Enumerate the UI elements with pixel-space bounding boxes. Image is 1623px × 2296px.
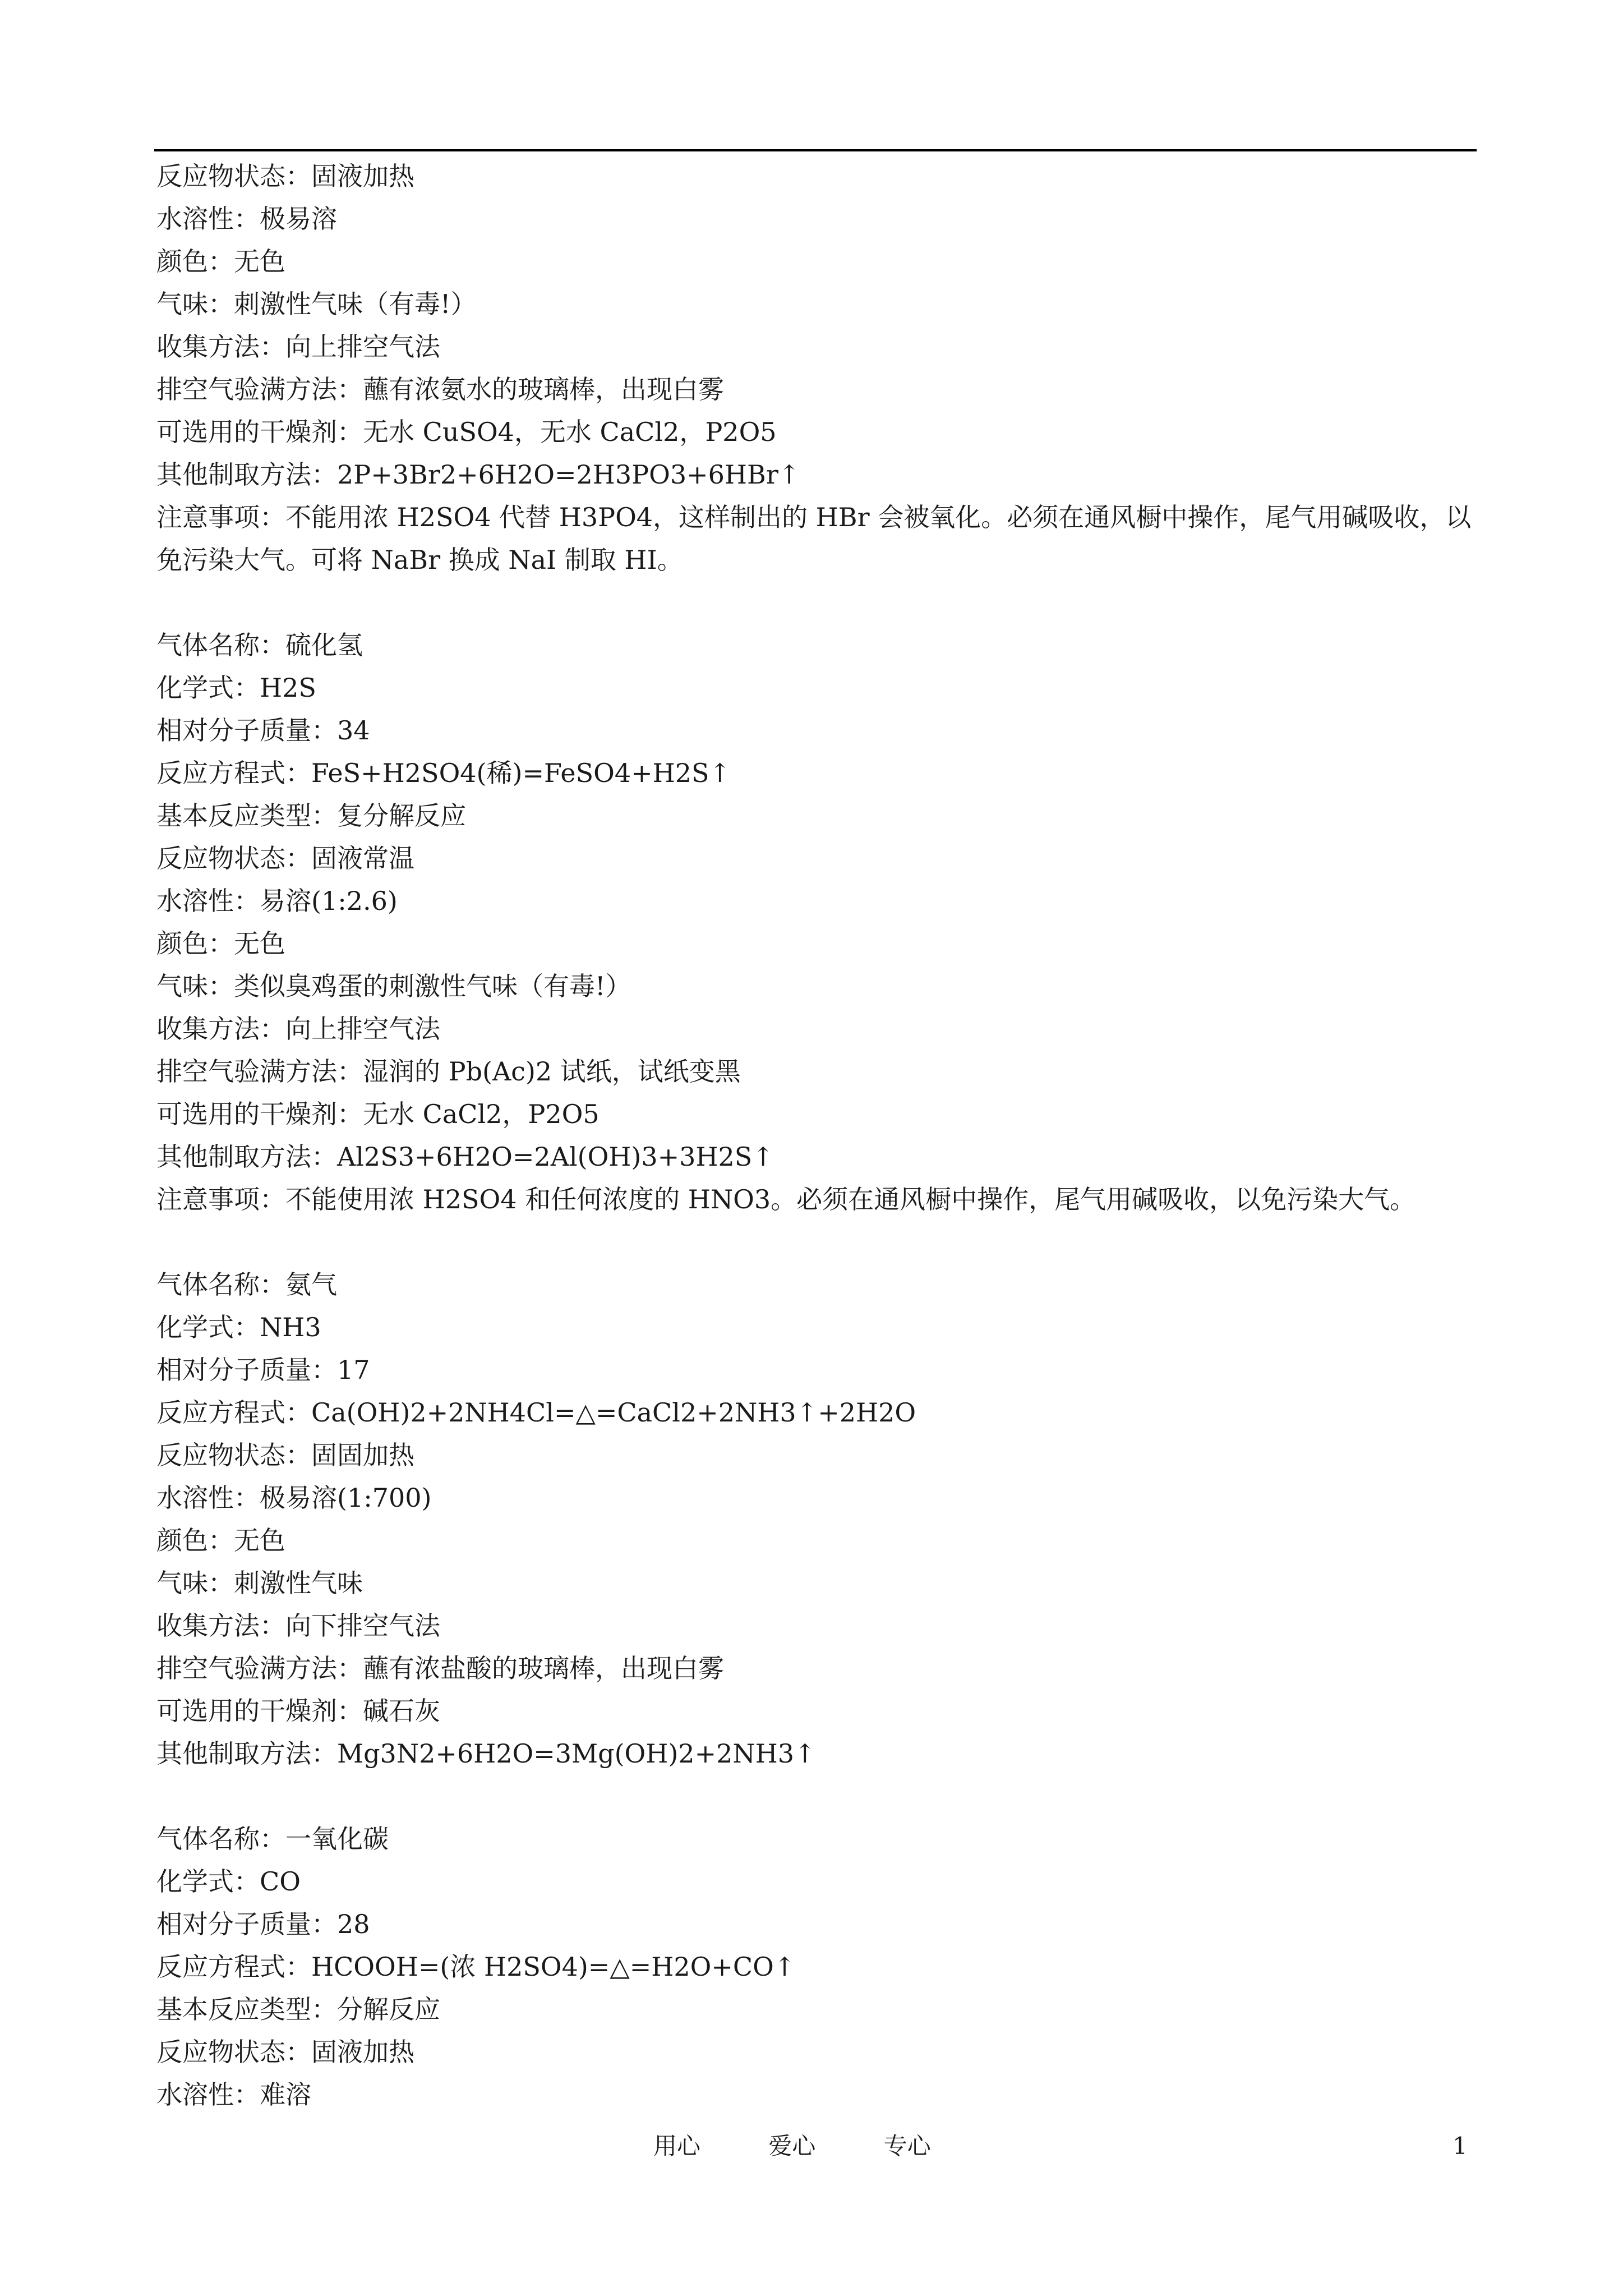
footer-motto-word: 爱心 — [768, 2132, 816, 2160]
text-line: 相对分子质量：28 — [156, 1909, 370, 1939]
text-line: 水溶性：极易溶 — [156, 204, 337, 234]
text-line: 水溶性：易溶(1:2.6) — [156, 886, 398, 916]
blank-line — [156, 581, 1486, 624]
text-line: 其他制取方法：Al2S3+6H2O=2Al(OH)3+3H2S↑ — [156, 1142, 774, 1172]
text-line: 化学式：CO — [156, 1866, 301, 1897]
text-line: 气味：刺激性气味 — [156, 1568, 363, 1598]
text-line: 反应方程式：FeS+H2SO4(稀)=FeSO4+H2S↑ — [156, 758, 731, 788]
text-line: 收集方法：向下排空气法 — [156, 1611, 440, 1641]
text-line: 相对分子质量：17 — [156, 1355, 370, 1385]
text-line: 气体名称：氨气 — [156, 1269, 337, 1300]
text-line: 颜色：无色 — [156, 928, 285, 959]
text-line: 收集方法：向上排空气法 — [156, 1014, 440, 1044]
document-body — [156, 155, 1486, 2116]
text-line: 颜色：无色 — [156, 246, 285, 277]
text-line: 基本反应类型：复分解反应 — [156, 800, 466, 831]
text-line: 其他制取方法：2P+3Br2+6H2O=2H3PO3+6HBr↑ — [156, 459, 800, 490]
text-line: 反应物状态：固液加热 — [156, 2037, 414, 2067]
blank-line — [156, 1221, 1486, 1263]
text-paragraph: 注意事项：不能用浓 H2SO4 代替 H3PO4，这样制出的 HBr 会被氧化。必须在通风橱中操作，尾气用碱吸收，以免污染大气。可将 NaBr 换成 NaI 制取 HI。 — [156, 502, 1472, 575]
text-line: 水溶性：极易溶(1:700) — [156, 1483, 432, 1513]
text-line: 气体名称：硫化氢 — [156, 630, 363, 660]
text-line: 化学式：H2S — [156, 673, 316, 703]
text-line: 颜色：无色 — [156, 1525, 285, 1556]
text-line: 其他制取方法：Mg3N2+6H2O=3Mg(OH)2+2NH3↑ — [156, 1738, 816, 1769]
text-line: 收集方法：向上排空气法 — [156, 332, 440, 362]
text-line: 反应物状态：固固加热 — [156, 1440, 414, 1470]
text-line: 基本反应类型：分解反应 — [156, 1994, 440, 2024]
text-line: 气味：刺激性气味（有毒!） — [156, 289, 477, 319]
page-footer — [0, 2129, 1623, 2163]
text-line: 反应方程式：Ca(OH)2+2NH4Cl=△=CaCl2+2NH3↑+2H2O — [156, 1397, 916, 1428]
text-line: 可选用的干燥剂：无水 CuSO4，无水 CaCl2，P2O5 — [156, 417, 777, 447]
text-line: 气味：类似臭鸡蛋的刺激性气味（有毒!） — [156, 971, 631, 1001]
text-line: 反应方程式：HCOOH=(浓 H2SO4)=△=H2O+CO↑ — [156, 1952, 796, 1982]
footer-motto — [653, 2129, 931, 2163]
text-line: 气体名称：一氧化碳 — [156, 1824, 389, 1854]
text-paragraph: 注意事项：不能使用浓 H2SO4 和任何浓度的 HNO3。必须在通风橱中操作，尾气用碱吸收，以免污染大气。 — [156, 1184, 1416, 1214]
footer-motto-word: 用心 — [653, 2132, 701, 2160]
text-line: 相对分子质量：34 — [156, 715, 370, 746]
footer-motto-word: 专心 — [883, 2132, 931, 2160]
text-line: 可选用的干燥剂：无水 CaCl2，P2O5 — [156, 1099, 600, 1129]
page-number: 1 — [1453, 2132, 1468, 2160]
text-line: 排空气验满方法：蘸有浓盐酸的玻璃棒，出现白雾 — [156, 1653, 724, 1683]
text-line: 反应物状态：固液常温 — [156, 843, 414, 873]
blank-line — [156, 1775, 1486, 1818]
header-rule — [154, 149, 1477, 151]
text-line: 可选用的干燥剂：碱石灰 — [156, 1696, 440, 1726]
text-line: 水溶性：难溶 — [156, 2079, 311, 2110]
text-line: 排空气验满方法：蘸有浓氨水的玻璃棒，出现白雾 — [156, 374, 724, 404]
text-line: 反应物状态：固液加热 — [156, 161, 414, 191]
text-line: 排空气验满方法：湿润的 Pb(Ac)2 试纸，试纸变黑 — [156, 1056, 741, 1087]
text-line: 化学式：NH3 — [156, 1312, 321, 1342]
